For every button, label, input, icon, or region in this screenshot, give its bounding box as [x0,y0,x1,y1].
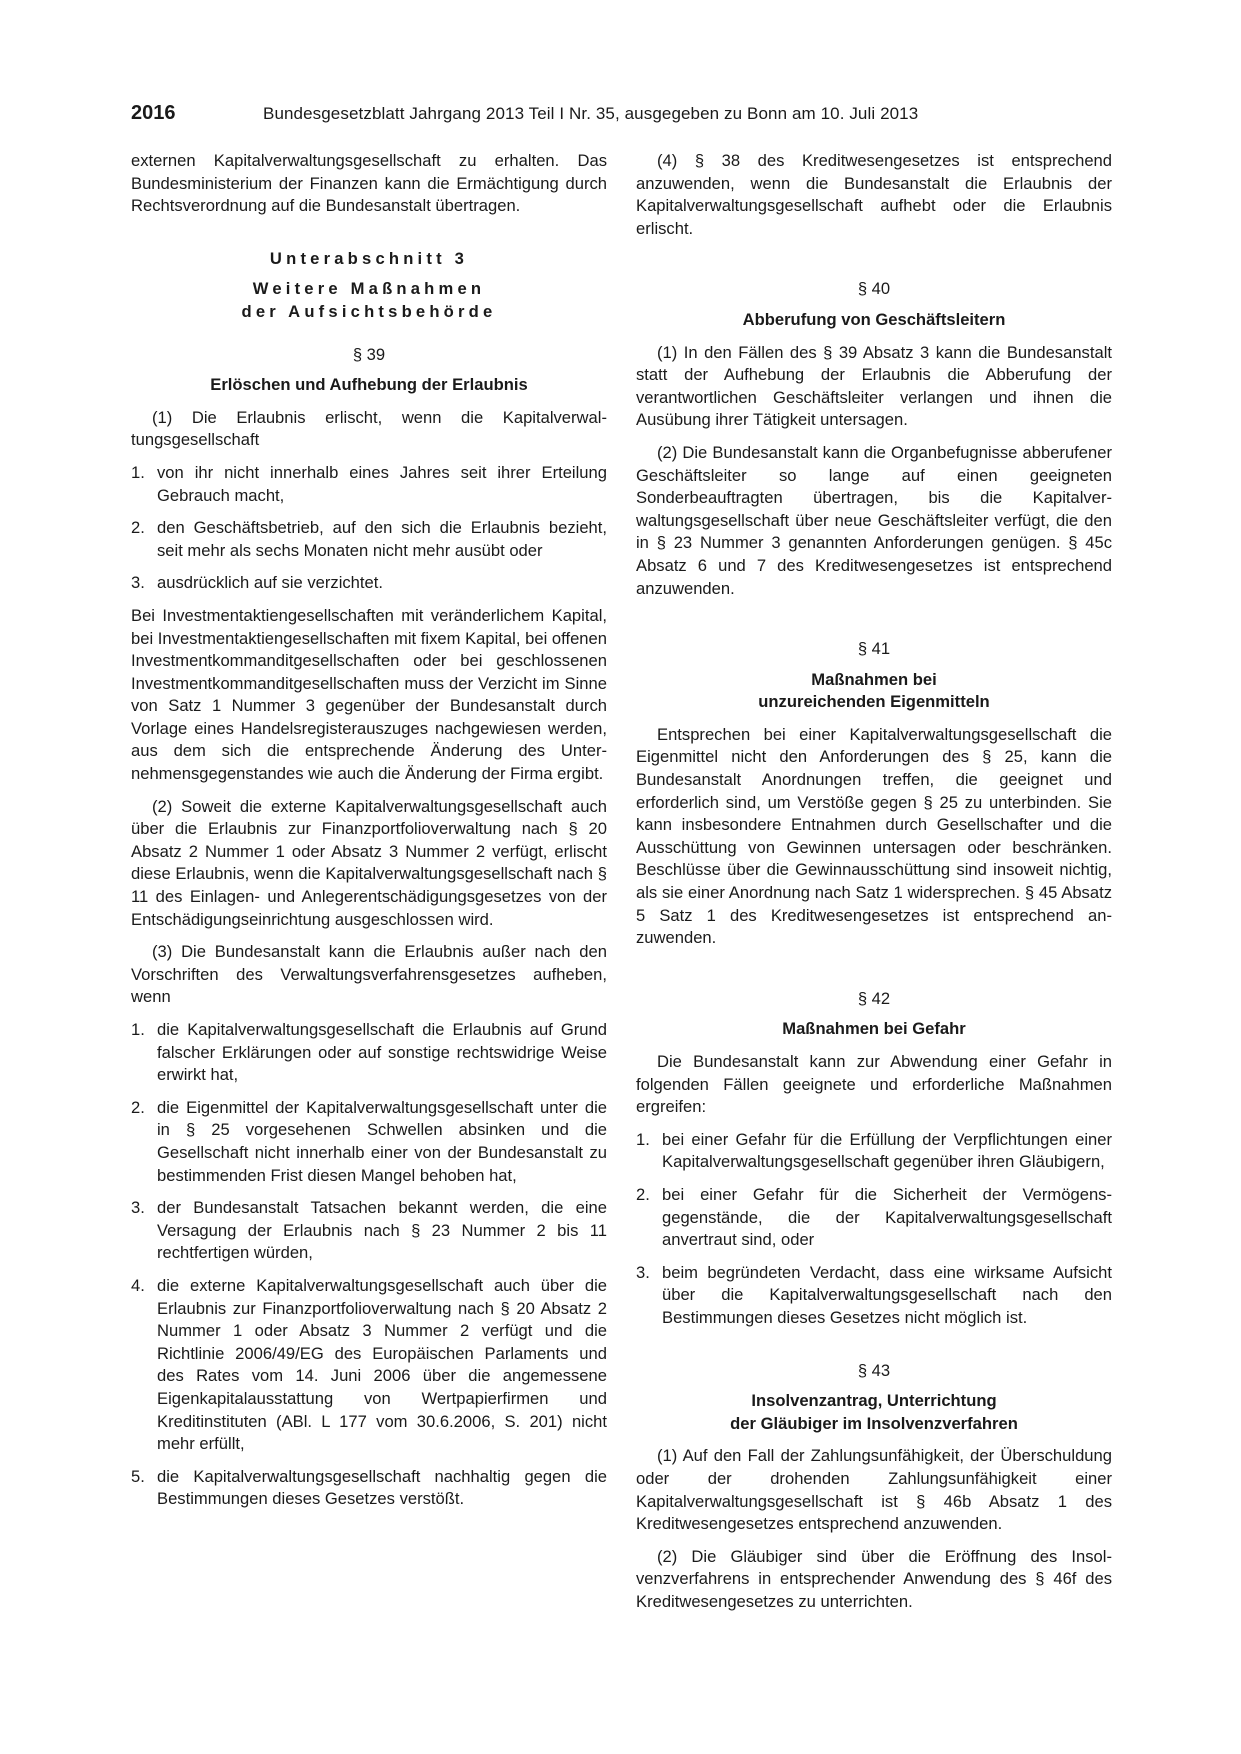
left-column [131,150,607,1521]
list-item-text: ausdrücklich auf sie verzichtet. [157,573,383,593]
subsection-title-line-1: Weitere Maßnahmen [252,279,486,299]
journal-title: Bundesgesetzblatt Jahrgang 2013 Teil I Nr. 35, ausgegeben zu Bonn am 10. Juli 2013 [263,104,919,123]
list-item-number: 3. [636,1262,650,1282]
list-item [131,1019,607,1087]
section-39-paragraph-4: (4) § 38 des Kreditwesengesetzes ist entsprechend anzuwenden, wenn die Bundesanstalt die Erlaubnis der Kapitalverwaltungsgesellschaft aufhebt oder die Erlaubnis erlischt. [636,151,1112,238]
section-39-paragraph-1-list [131,462,607,595]
section-41-paragraph-1: Entsprechen bei einer Kapitalverwaltungsgesellschaft die Eigenmittel nicht den Anforderungen des § 25, kann die Bundesanstalt Anordnungen treffen, die geeignet und erforderlich sind, um Verstöße gegen § 25 zu unterbinden. Sie kann insbesondere Entnahmen durch Gesellschafter und die Ausschüttung von Gewinnen untersagen oder beschränken. Beschlüsse über die Gewinnausschüttung sind insoweit nichtig, als sie einer Anordnung nach Satz 1 widersprechen. § 45 Absatz 5 Satz 1 des Kreditwesengesetzes ist entsprechend anzuwenden. [636,724,1112,948]
section-41-number: § 41 [857,639,891,659]
list-item-text: die Kapitalverwaltungsgesellschaft die Erlaubnis auf Grund falscher Erklärungen oder auf sonstige rechtswidrige Weise erwirkt hat, [157,1020,607,1085]
section-40-paragraph-1: (1) In den Fällen des § 39 Absatz 3 kann die Bundesanstalt statt der Aufhebung der Erlaubnis die Abberufung der verantwortlichen Geschäftsleiter verlangen und ihnen die Ausübung ihrer Tätigkeit untersagen. [636,342,1112,430]
section-39-paragraph-1: (1) Die Erlaubnis erlischt, wenn die Kapitalverwaltungsgesellschaft [131,407,607,450]
list-item [131,1466,607,1511]
subsection-title-line-2: der Aufsichtsbehörde [241,301,497,321]
list-item-text: von ihr nicht innerhalb eines Jahres seit ihrer Erteilung Gebrauch macht, [157,462,607,505]
list-item-text: den Geschäftsbetrieb, auf den sich die Erlaubnis bezieht, seit mehr als sechs Monaten nicht mehr ausübt oder [157,518,607,560]
section-42-paragraph-1: Die Bundesanstalt kann zur Abwendung einer Gefahr in folgenden Fällen geeignete und erforderliche Maßnahmen ergreifen: [636,1052,1112,1117]
section-39-number: § 39 [352,344,386,364]
page-header [131,102,1111,132]
section-39-paragraph-2: (2) Soweit die externe Kapitalverwaltungsgesellschaft auch über die Erlaubnis zur Finanzportfolioverwaltung nach § 20 Absatz 2 Nummer 1 oder Absatz 3 Nummer 2 verfügt, erlischt diese Erlaubnis, wenn die Kapitalverwaltungsgesellschaft nach § 11 des Einlagen- und Anlegerentschädigungsgesetzes von der Entschädigungseinrichtung ausgeschlossen wird. [131,796,607,929]
subsection-label: Unterabschnitt 3 [269,248,469,268]
section-42-title: Maßnahmen bei Gefahr [782,1019,966,1039]
section-43-title-line-2: der Gläubiger im Insolvenzverfahren [730,1413,1018,1433]
list-item [131,1275,607,1456]
list-item [131,462,607,507]
section-43-title-line-1: Insolvenzantrag, Unterrichtung [751,1391,997,1411]
list-item [636,1184,1112,1252]
list-item [131,1197,607,1265]
list-item-number: 1. [131,1020,145,1039]
section-39-paragraph-3-list [131,1019,607,1511]
list-item [131,1097,607,1187]
list-item-number: 5. [131,1466,145,1486]
section-43-number: § 43 [857,1360,891,1380]
list-item [131,572,607,595]
list-item [636,1129,1112,1174]
page-number: 2016 [131,102,176,124]
list-item-number: 1. [131,462,145,482]
list-item [131,517,607,562]
intro-paragraph: externen Kapitalverwaltungsgesellschaft zu erhalten. Das Bundesministerium der Finanzen kann die Ermächtigung durch Rechtsverordnung auf die Bundesanstalt übertragen. [131,151,607,216]
right-column [636,150,1112,1623]
section-40-title: Abberufung von Geschäftsleitern [742,309,1006,329]
list-item-text: die externe Kapitalverwaltungsgesellschaft auch über die Erlaubnis zur Finanzportfolioverwaltung nach § 20 Absatz 2 Nummer 1 oder Absatz 3 Nummer 2 verfügt und die Richtlinie 2006/49/EG des Europäischen Parlaments und des Rates vom 14. Juni 2006 über die angemessene Eigenkapitalausstattung von Wertpapierfirmen und Kreditinstituten (ABl. L 177 vom 30.6.2006, S. 201) nicht mehr erfüllt, [157,1275,607,1454]
list-item-number: 2. [131,1097,145,1117]
section-39-paragraph-1-tail: Bei Investmentaktiengesellschaften mit veränderlichem Kapital, bei Investmentaktiengesellschaften mit fixem Kapital, bei offenen Investmentkommanditgesellschaften oder bei geschlossenen Investmentkommanditgesellschaften muss der Verzicht im Sinne von Satz 1 Nummer 3 gegenüber der Bundesanstalt durch Vorlage eines Handelsregisterauszuges nachgewiesen werden, aus dem sich die entsprechende Änderung des Unternehmensgegenstandes wie auch die Änderung der Firma ergibt. [131,605,607,784]
section-43-paragraph-2: (2) Die Gläubiger sind über die Eröffnung des Insolvenzverfahrens in entsprechender Anwendung des § 46f des Kreditwesengesetzes zu unterrichten. [636,1546,1112,1611]
section-41-title-line-2: unzureichenden Eigenmitteln [758,692,990,712]
list-item [636,1262,1112,1330]
list-item-text: beim begründeten Verdacht, dass eine wirksame Aufsicht über die Kapitalverwaltungsgesellschaft nach den Bestimmungen dieses Gesetzes nicht möglich ist. [662,1262,1112,1327]
section-40-paragraph-2: (2) Die Bundesanstalt kann die Organbefugnisse abberufener Geschäftsleiter so lange auf einen geeigneten Sonderbeauftragten übertragen, bis die Kapitalverwaltungsgesellschaft über neue Geschäftsleiter verfügt, die den in § 23 Nummer 3 genannten Anforderungen genügen. § 45c Absatz 6 und 7 des Kreditwesengesetzes ist entsprechend anzuwenden. [636,442,1112,598]
section-39-paragraph-3: (3) Die Bundesanstalt kann die Erlaubnis außer nach den Vorschriften des Verwaltungsverfahrensgesetzes aufheben, wenn [131,942,607,1007]
section-41-title-line-1: Maßnahmen bei [811,669,937,689]
section-43-paragraph-1: (1) Auf den Fall der Zahlungsunfähigkeit, der Überschuldung oder der drohenden Zahlungsunfähigkeit einer Kapitalverwaltungsgesellschaft ist § 46b Absatz 1 des Kreditwesengesetzes entsprechend anzuwenden. [636,1446,1112,1534]
section-40-number: § 40 [857,279,891,299]
list-item-number: 3. [131,1198,145,1218]
section-39-title: Erlöschen und Aufhebung der Erlaubnis [210,375,528,395]
list-item-number: 3. [131,573,145,593]
section-42-list [636,1129,1112,1330]
list-item-text: bei einer Gefahr für die Erfüllung der Verpflichtungen einer Kapitalverwaltungsgesellschaft gegenüber ihren Gläubigern, [662,1129,1112,1172]
section-42-number: § 42 [857,988,891,1008]
list-item-number: 1. [636,1129,650,1149]
list-item-number: 2. [131,518,145,538]
list-item-text: die Kapitalverwaltungsgesellschaft nachhaltig gegen die Bestimmungen dieses Gesetzes verstößt. [157,1466,607,1509]
list-item-number: 4. [131,1275,145,1295]
list-item-text: der Bundesanstalt Tatsachen bekannt werden, die eine Versagung der Erlaubnis nach § 23 Nummer 2 bis 11 rechtfertigen würden, [157,1198,607,1263]
list-item-number: 2. [636,1184,650,1204]
list-item-text: die Eigenmittel der Kapitalverwaltungsgesellschaft unter die in § 25 vorgesehenen Schwellen absinken und die Gesellschaft nicht innerhalb einer von der Bundesanstalt zu bestimmenden Frist diesen Mangel behoben hat, [157,1097,607,1185]
list-item-text: bei einer Gefahr für die Sicherheit der Vermögensgegenstände, die der Kapitalverwaltungsgesellschaft anvertraut sind, oder [662,1184,1112,1250]
